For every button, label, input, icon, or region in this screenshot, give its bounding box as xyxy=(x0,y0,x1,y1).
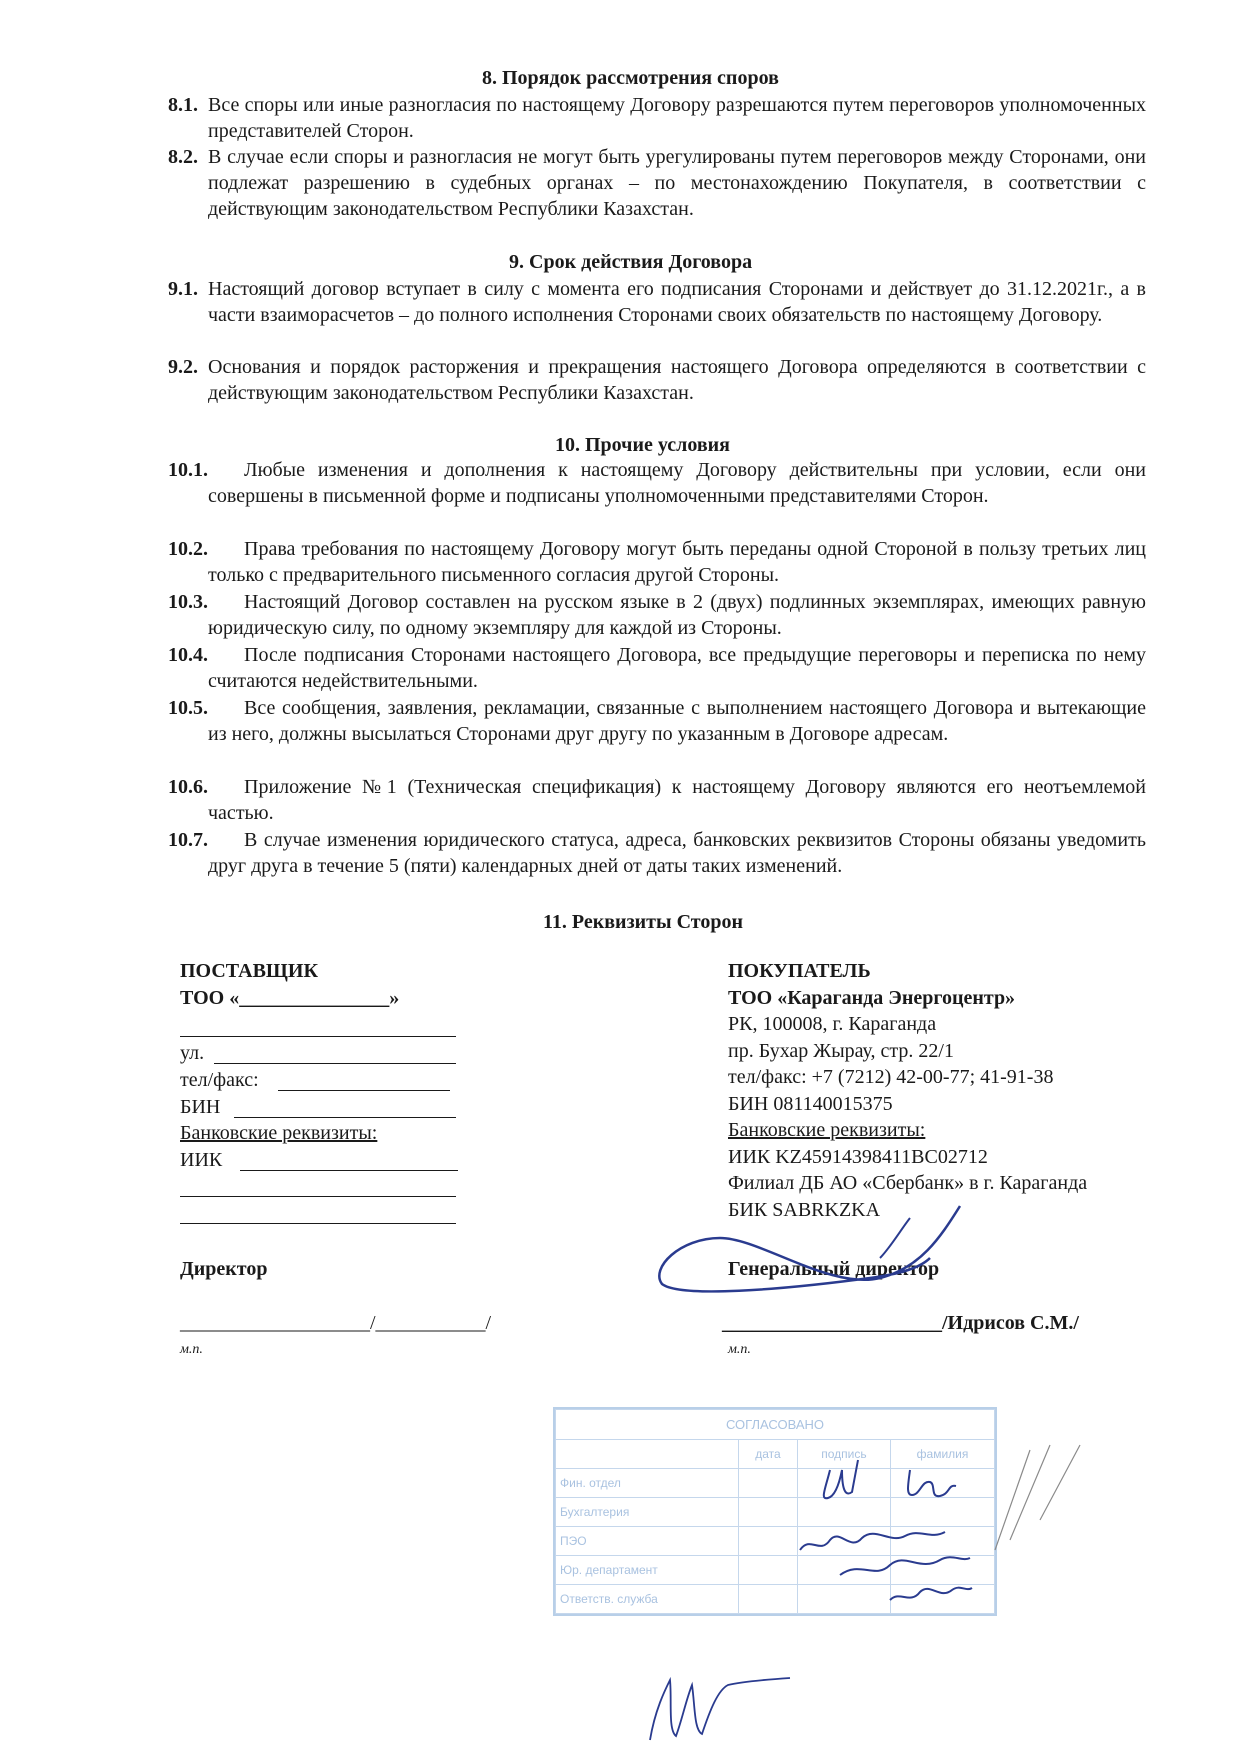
buyer-sign-line: ______________________/Идрисов С.М./ xyxy=(722,1312,1079,1334)
section-10-title: 10. Прочие условия xyxy=(555,434,730,456)
supplier-phone-label: тел/факс: xyxy=(180,1069,259,1091)
clause-9-1 xyxy=(168,276,1146,328)
clause-text: В случае если споры и разногласия не могут быть урегулированы путем переговоров между Сторонами, они подлежат разрешению в судебных органах – по местонахождению Покупателя, в соответствии с действующим законодательством Республики Казахстан. xyxy=(208,146,1146,220)
clause-number: 10.6. xyxy=(168,776,208,798)
clause-text: Все споры или иные разногласия по настоящему Договору разрешаются путем переговоров уполномоченных представителей Сторон. xyxy=(208,94,1146,142)
buyer-bank: Филиал ДБ АО «Сбербанк» в г. Караганда xyxy=(728,1172,1088,1194)
clause-10-6 xyxy=(168,774,1146,826)
approval-col-date: дата xyxy=(738,1440,797,1469)
clause-number: 10.5. xyxy=(168,697,208,719)
supplier-street-label: ул. xyxy=(180,1042,205,1064)
director-signature xyxy=(640,1198,970,1308)
buyer-bik: БИК SABRKZKA xyxy=(728,1198,881,1221)
clause-number: 9.1. xyxy=(168,278,198,300)
supplier-blank-line-3 xyxy=(180,1223,456,1224)
clause-text: Права требования по настоящему Договору могут быть переданы одной Стороной в пользу третьих лиц только с предварительного письменного согласия другой Стороны. xyxy=(208,538,1146,586)
clause-number: 10.7. xyxy=(168,829,208,851)
approval-row-label: Бухгалтерия xyxy=(556,1498,739,1527)
buyer-bin: БИН 081140015375 xyxy=(728,1092,893,1115)
supplier-sign-line: ___________________/___________/ xyxy=(180,1312,492,1334)
clause-text: Все сообщения, заявления, рекламации, связанные с выполнением настоящего Договора и вытекающие из него, должны высылаться Сторонами друг другу по указанным в Договоре адресам. xyxy=(208,697,1146,745)
approval-row-label: ПЭО xyxy=(556,1527,739,1556)
supplier-bank-label: Банковские реквизиты: xyxy=(180,1122,378,1144)
section-8-title: 8. Порядок рассмотрения споров xyxy=(482,67,779,89)
clause-number: 9.2. xyxy=(168,356,198,378)
supplier-blank-line-2 xyxy=(180,1196,456,1197)
approval-col-signature: подпись xyxy=(797,1440,890,1469)
approval-title: СОГЛАСОВАНО xyxy=(556,1410,995,1440)
supplier-stamp-place: м.п. xyxy=(180,1342,203,1357)
buyer-heading: ПОКУПАТЕЛЬ xyxy=(728,960,871,982)
buyer-stamp-place: м.п. xyxy=(728,1342,751,1357)
clause-number: 10.1. xyxy=(168,459,208,481)
supplier-blank-line xyxy=(180,1036,456,1037)
clause-10-4 xyxy=(168,642,1146,694)
buyer-iik: ИИК KZ45914398411BC02712 xyxy=(728,1145,988,1168)
clause-text: Настоящий договор вступает в силу с момента его подписания Сторонами и действует до 31.12.2021г., а в части взаиморасчетов – до полного исполнения Сторонами своих обязательств по настоящему Договору. xyxy=(208,278,1146,326)
supplier-company: ТОО «_______________» xyxy=(180,986,400,1009)
supplier-position: Директор xyxy=(180,1258,268,1280)
clause-text: После подписания Сторонами настоящего Договора, все предыдущие переговоры и переписка по нему считаются недействительными. xyxy=(208,644,1146,692)
clause-text: Основания и порядок расторжения и прекращения настоящего Договора определяются в соответствии с действующим законодательством Республики Казахстан. xyxy=(208,356,1146,404)
supplier-iik-label: ИИК xyxy=(180,1149,223,1171)
approval-signatures xyxy=(780,1440,1110,1630)
clause-10-3 xyxy=(168,589,1146,641)
buyer-position: Генеральный директор xyxy=(728,1258,940,1280)
clause-number: 10.3. xyxy=(168,591,208,613)
supplier-iik-line xyxy=(240,1170,458,1171)
buyer-company: ТОО «Караганда Энергоцентр» xyxy=(728,986,1016,1009)
buyer-bank-label: Банковские реквизиты: xyxy=(728,1119,926,1141)
supplier-street-line xyxy=(214,1063,456,1064)
supplier-heading: ПОСТАВЩИК xyxy=(180,960,318,982)
clause-number: 10.4. xyxy=(168,644,208,666)
clause-number: 10.2. xyxy=(168,538,208,560)
clause-10-1 xyxy=(168,457,1146,509)
section-11-title: 11. Реквизиты Сторон xyxy=(543,911,743,933)
supplier-bin-label: БИН xyxy=(180,1096,221,1118)
buyer-address-1: РК, 100008, г. Караганда xyxy=(728,1013,937,1035)
clause-text: Настоящий Договор составлен на русском языке в 2 (двух) подлинных экземплярах, имеющих равную юридическую силу, по одному экземпляру для каждой из Стороны. xyxy=(208,591,1146,639)
buyer-address-2: пр. Бухар Жырау, стр. 22/1 xyxy=(728,1039,954,1062)
clause-10-2 xyxy=(168,536,1146,588)
section-9-title: 9. Срок действия Договора xyxy=(509,251,753,273)
clause-text: В случае изменения юридического статуса, адреса, банковских реквизитов Стороны обязаны уведомить друг друга в течение 5 (пяти) календарных дней от даты таких изменений. xyxy=(208,829,1146,877)
clause-number: 8.2. xyxy=(168,146,198,168)
clause-number: 8.1. xyxy=(168,94,198,116)
clause-10-5 xyxy=(168,695,1146,747)
supplier-phone-line xyxy=(278,1090,450,1091)
clause-10-7 xyxy=(168,827,1146,879)
approval-row-label: Фин. отдел xyxy=(556,1469,739,1498)
bottom-signature xyxy=(640,1660,800,1750)
clause-9-2 xyxy=(168,354,1146,406)
approval-header-empty xyxy=(556,1440,739,1469)
approval-col-surname: фамилия xyxy=(891,1440,995,1469)
buyer-block xyxy=(728,958,1087,1223)
buyer-phone: тел/факс: +7 (7212) 42-00-77; 41-91-38 xyxy=(728,1066,1054,1088)
clause-8-1 xyxy=(168,92,1146,144)
supplier-block xyxy=(180,958,399,1011)
supplier-bin-line xyxy=(234,1117,456,1118)
clause-text: Любые изменения и дополнения к настоящему Договору действительны при условии, если они совершены в письменной форме и подписаны уполномоченными представителями Сторон. xyxy=(208,459,1146,507)
clause-text: Приложение №1 (Техническая спецификация) к настоящему Договору являются его неотъемлемой частью. xyxy=(208,776,1146,824)
approval-row-label: Юр. департамент xyxy=(556,1556,739,1585)
approval-row-label: Ответств. служба xyxy=(556,1585,739,1614)
clause-8-2 xyxy=(168,144,1146,222)
